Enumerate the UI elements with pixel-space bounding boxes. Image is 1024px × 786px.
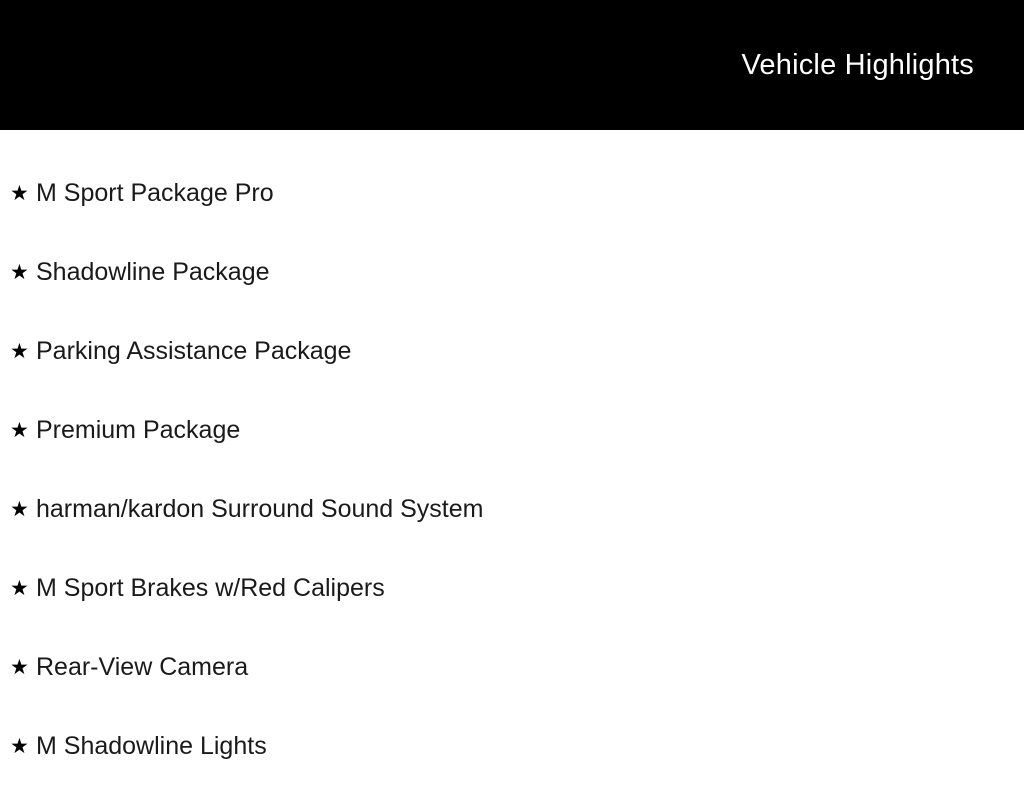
star-icon: ★: [10, 182, 29, 205]
vehicle-highlights-list: [0, 130, 1024, 786]
list-item: [0, 628, 1024, 707]
page-title: Vehicle Highlights: [741, 48, 974, 81]
list-item: [0, 312, 1024, 391]
highlight-label: Rear-View Camera: [36, 653, 249, 681]
list-item: [0, 391, 1024, 470]
highlight-label: Parking Assistance Package: [36, 337, 352, 365]
list-item: [0, 470, 1024, 549]
star-icon: ★: [10, 498, 29, 521]
highlight-label: M Sport Package Pro: [36, 179, 274, 207]
star-icon: ★: [10, 261, 29, 284]
header-bar: [0, 0, 1024, 130]
highlight-label: Shadowline Package: [36, 258, 270, 286]
list-item: [0, 233, 1024, 312]
highlight-label: Premium Package: [36, 416, 241, 444]
highlight-label: harman/kardon Surround Sound System: [36, 495, 484, 523]
star-icon: ★: [10, 735, 29, 758]
highlight-label: M Sport Brakes w/Red Calipers: [36, 574, 385, 602]
star-icon: ★: [10, 419, 29, 442]
highlight-label: M Shadowline Lights: [36, 732, 267, 760]
list-item: [0, 549, 1024, 628]
list-item: [0, 707, 1024, 786]
star-icon: ★: [10, 577, 29, 600]
list-item: [0, 154, 1024, 233]
star-icon: ★: [10, 340, 29, 363]
star-icon: ★: [10, 656, 29, 679]
